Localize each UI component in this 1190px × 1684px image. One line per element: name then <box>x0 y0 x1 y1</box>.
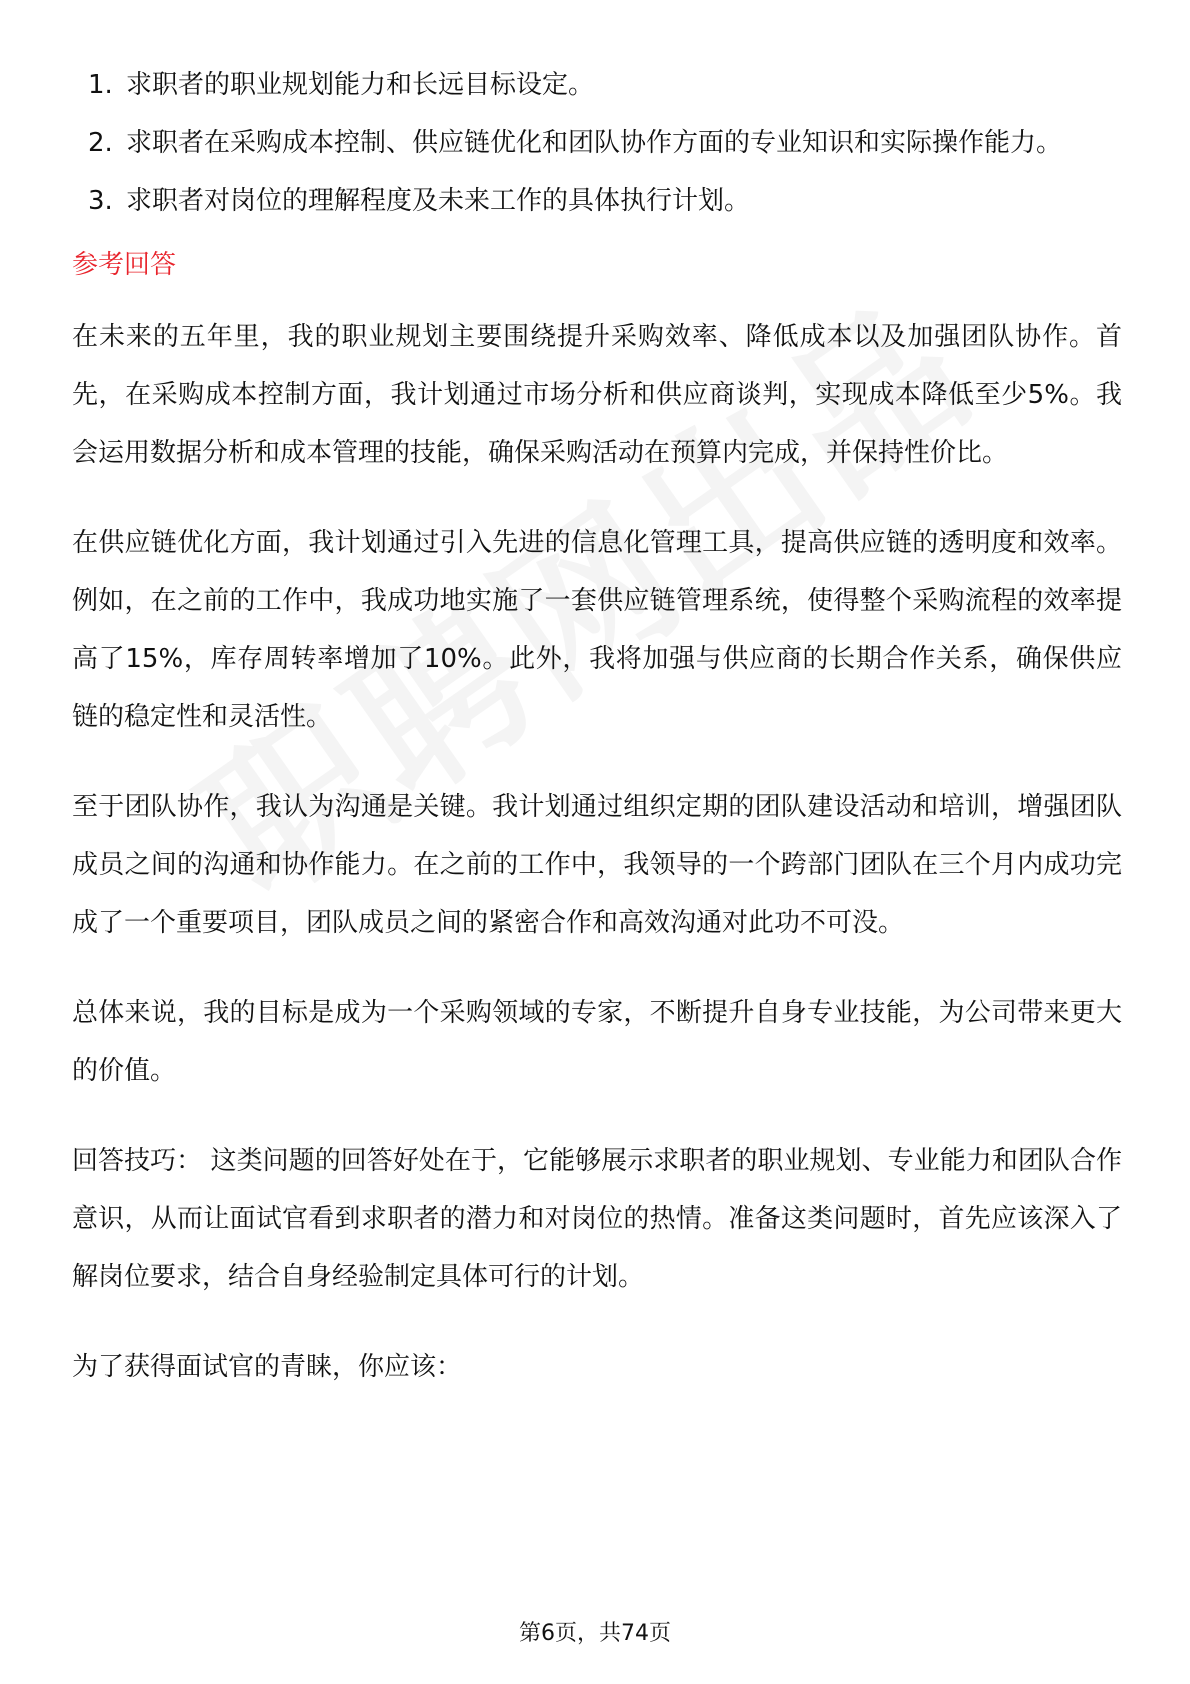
list-item <box>72 114 1122 172</box>
list-item <box>72 172 1122 230</box>
list-item-number: 1. <box>88 70 113 100</box>
list-item-number: 2. <box>88 128 113 158</box>
closing-paragraph: 为了获得面试官的青睐，你应该： <box>72 1352 463 1382</box>
answer-paragraph: 总体来说，我的目标是成为一个采购领域的专家，不断提升自身专业技能，为公司带来更大的价值。 <box>72 998 1122 1086</box>
tips-paragraph: 回答技巧： 这类问题的回答好处在于，它能够展示求职者的职业规划、专业能力和团队合作意识，从而让面试官看到求职者的潜力和对岗位的热情。准备这类问题时，首先应该深入了解岗位要求，结合自身经验制定具体可行的计划。 <box>72 1146 1122 1292</box>
answer-paragraph: 至于团队协作，我认为沟通是关键。我计划通过组织定期的团队建设活动和培训，增强团队成员之间的沟通和协作能力。在之前的工作中，我领导的一个跨部门团队在三个月内成功完成了一个重要项目，团队成员之间的紧密合作和高效沟通对此功不可没。 <box>72 792 1122 938</box>
page-footer: 第6页，共74页 <box>519 1621 671 1646</box>
answer-paragraph: 在未来的五年里，我的职业规划主要围绕提升采购效率、降低成本以及加强团队协作。首先，在采购成本控制方面，我计划通过市场分析和供应商谈判，实现成本降低至少5%。我会运用数据分析和成本管理的技能，确保采购活动在预算内完成，并保持性价比。 <box>72 322 1122 468</box>
page-content <box>72 56 1122 1428</box>
answer-heading: 参考回答 <box>72 250 177 280</box>
list-item <box>72 56 1122 114</box>
list-item-text: 求职者在采购成本控制、供应链优化和团队协作方面的专业知识和实际操作能力。 <box>126 128 1063 158</box>
list-item-text: 求职者对岗位的理解程度及未来工作的具体执行计划。 <box>126 186 751 216</box>
list-item-text: 求职者的职业规划能力和长远目标设定。 <box>126 70 595 100</box>
question-list <box>72 56 1122 230</box>
list-item-number: 3. <box>88 186 113 216</box>
answer-paragraph: 在供应链优化方面，我计划通过引入先进的信息化管理工具，提高供应链的透明度和效率。例如，在之前的工作中，我成功地实施了一套供应链管理系统，使得整个采购流程的效率提高了15%，库存周转率增加了10%。此外，我将加强与供应商的长期合作关系，确保供应链的稳定性和灵活性。 <box>72 528 1122 732</box>
